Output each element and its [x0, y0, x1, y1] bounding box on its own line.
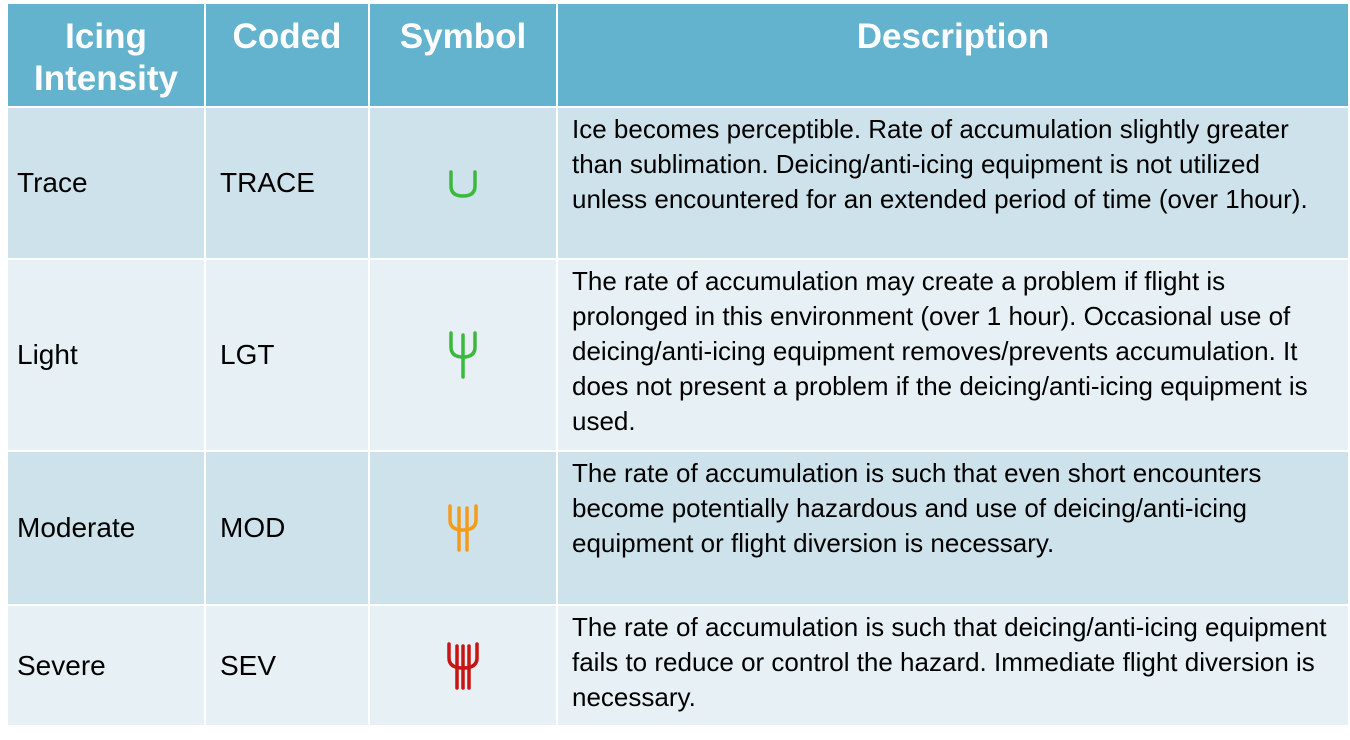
light-icing-icon	[443, 325, 483, 385]
row-trace-description: Ice becomes perceptible. Rate of accumulation slightly greater than sublimation. Deicing/anti-icing equipment is not utilized unless encountered for an extended period of time (over 1hour).	[558, 108, 1348, 258]
row-trace-intensity: Trace	[8, 108, 204, 258]
row-severe-symbol	[370, 606, 556, 725]
severe-icing-icon	[443, 636, 483, 696]
icing-intensity-table	[8, 4, 1348, 725]
row-severe-coded: SEV	[206, 606, 368, 725]
row-severe-description: The rate of accumulation is such that deicing/anti-icing equipment fails to reduce or control the hazard. Immediate flight diversion is necessary.	[558, 606, 1348, 725]
row-light-intensity: Light	[8, 260, 204, 450]
row-light-coded: LGT	[206, 260, 368, 450]
header-description: Description	[558, 4, 1348, 106]
row-severe-intensity: Severe	[8, 606, 204, 725]
row-trace-symbol	[370, 108, 556, 258]
header-coded: Coded	[206, 4, 368, 106]
header-icing-intensity: Icing Intensity	[8, 4, 204, 106]
row-moderate-coded: MOD	[206, 452, 368, 604]
trace-icing-icon	[443, 158, 483, 208]
row-moderate-description: The rate of accumulation is such that even short encounters become potentially hazardous and use of deicing/anti-icing equipment or flight diversion is necessary.	[558, 452, 1348, 604]
row-trace-coded: TRACE	[206, 108, 368, 258]
header-symbol: Symbol	[370, 4, 556, 106]
row-moderate-intensity: Moderate	[8, 452, 204, 604]
row-light-description: The rate of accumulation may create a problem if flight is prolonged in this environment (over 1 hour). Occasional use of deicing/anti-icing equipment removes/prevents accumulation. It does not present a problem if the deicing/anti-icing equipment is used.	[558, 260, 1348, 450]
row-light-symbol	[370, 260, 556, 450]
row-moderate-symbol	[370, 452, 556, 604]
moderate-icing-icon	[443, 498, 483, 558]
